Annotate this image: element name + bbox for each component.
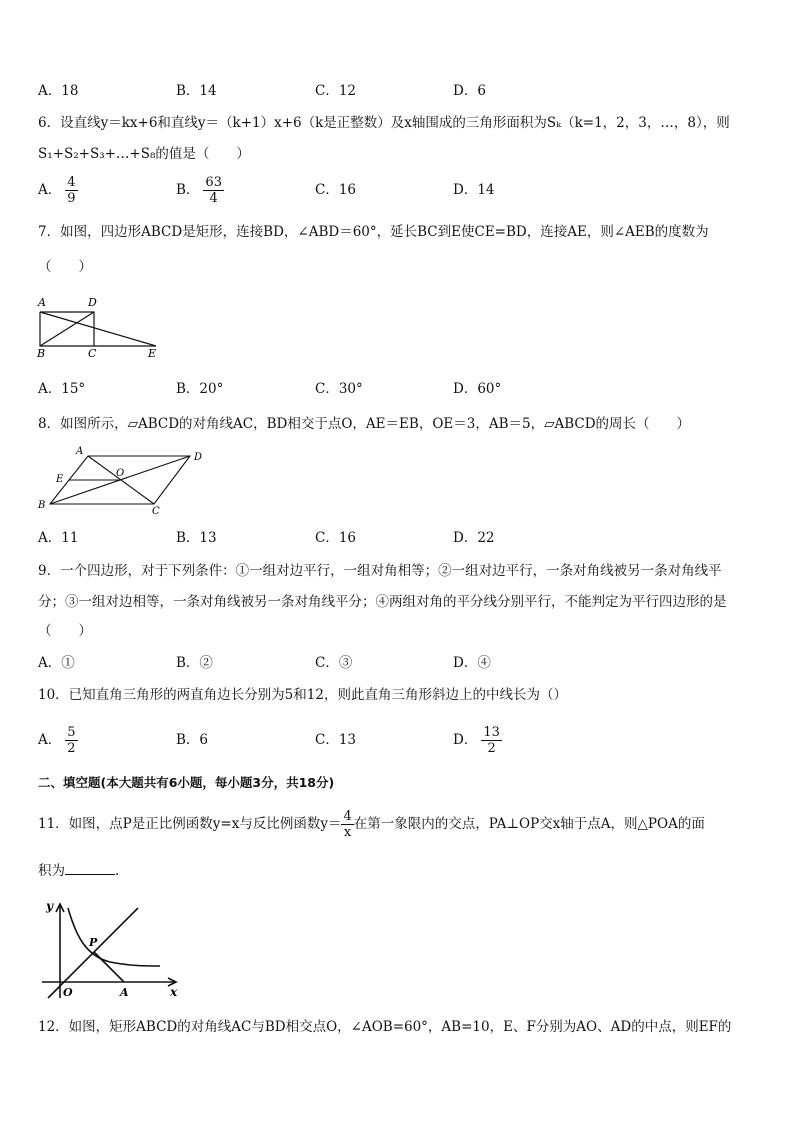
- q6-option-b[interactable]: [176, 170, 224, 210]
- label-c: C: [88, 347, 97, 360]
- q10-option-d[interactable]: [453, 720, 502, 760]
- q7-option-b[interactable]: B．20°: [176, 381, 224, 397]
- q6-text-line2: S₁+S₂+S₃+…+S₈的值是（ ）: [38, 146, 250, 162]
- q9-option-d[interactable]: D．④: [453, 655, 491, 671]
- q7-options: [38, 380, 758, 398]
- q10-option-d-label: D．: [453, 732, 478, 748]
- label-e: E: [148, 347, 157, 360]
- q8-option-a[interactable]: A．11: [38, 530, 79, 546]
- q6-options: [38, 170, 758, 210]
- q6-option-b-label: B．: [176, 182, 200, 198]
- fraction-denominator: 2: [487, 741, 496, 756]
- fraction-denominator: 2: [67, 741, 76, 756]
- q10-options: [38, 720, 758, 760]
- q11-fraction: [341, 809, 353, 840]
- label-a: A: [76, 446, 84, 457]
- label-c: C: [152, 506, 160, 516]
- label-a: A: [38, 296, 46, 309]
- fraction-numerator: 5: [67, 725, 76, 740]
- fraction-numerator: 13: [483, 725, 500, 740]
- label-p: P: [89, 936, 98, 949]
- q9-text-line3: （ ）: [38, 623, 92, 639]
- label-e: E: [56, 474, 64, 485]
- q8-options: [38, 529, 758, 547]
- q9-option-b[interactable]: B．②: [176, 655, 213, 671]
- label-x: x: [170, 985, 178, 999]
- q10-option-c[interactable]: C．13: [315, 732, 357, 748]
- section-heading-fill-in: 二、填空题(本大题共有6小题，每小题3分，共18分): [38, 775, 335, 790]
- q10-option-a[interactable]: [38, 720, 78, 760]
- q6-option-a-fraction: [65, 175, 77, 206]
- label-o: O: [63, 986, 73, 999]
- fraction-denominator: 4: [209, 191, 218, 206]
- q9-text-line2: 分；③一组对边相等，一条对角线被另一条对角线平分；④两组对角的平分线分别平行，不能判定为平行四边形的是: [38, 594, 727, 610]
- label-d: D: [194, 452, 203, 463]
- q7-rectangle-figure: [34, 292, 164, 360]
- q6-option-a-label: A．: [38, 182, 62, 198]
- fraction-numerator: 4: [343, 809, 352, 824]
- q8-text-line1: 8．如图所示，▱ABCD的对角线AC，BD相交于点O，AE＝EB，OE＝3，AB＝5，▱ABCD的周长（ ）: [38, 416, 691, 432]
- q10-option-a-fraction: [65, 725, 77, 756]
- q11-text-post: 在第一象限内的交点，PA⊥OP交x轴于点A，则△POA的面: [353, 816, 705, 832]
- q9-options: [38, 654, 758, 672]
- q10-option-d-fraction: [481, 725, 502, 756]
- q5-options: [38, 82, 758, 100]
- label-o: O: [116, 468, 125, 479]
- q6-text-line1: 6．设直线y＝kx+6和直线y＝（k+1）x+6（k是正整数）及x轴围成的三角形面积为Sₖ（k=1，2，3，…，8），则: [38, 115, 730, 131]
- label-y: y: [46, 899, 53, 913]
- q11-text-line1: [38, 806, 705, 842]
- answer-blank[interactable]: [65, 862, 115, 875]
- q11-graph-figure: [38, 896, 188, 1006]
- fraction-numerator: 4: [67, 175, 76, 190]
- q7-text-line1: 7．如图，四边形ABCD是矩形，连接BD，∠ABD＝60°，延长BC到E使CE=BD，连接AE，则∠AEB的度数为: [38, 224, 709, 240]
- q5-option-c[interactable]: C．12: [315, 83, 357, 99]
- q6-option-a[interactable]: [38, 170, 78, 210]
- q10-option-a-label: A．: [38, 732, 62, 748]
- q6-option-d[interactable]: D．14: [453, 182, 495, 198]
- q7-option-a[interactable]: A．15°: [38, 381, 86, 397]
- q5-option-d[interactable]: D．6: [453, 83, 486, 99]
- label-b: B: [37, 347, 46, 360]
- q7-option-d[interactable]: D．60°: [453, 381, 502, 397]
- q7-text-line2: （ ）: [38, 259, 92, 275]
- segment-pa: [94, 952, 124, 982]
- q11-text-pre: 11．如图，点P是正比例函数y=x与反比例函数y＝: [38, 816, 342, 832]
- q6-option-b-fraction: [203, 175, 224, 206]
- q11-line2-end: .: [115, 863, 120, 879]
- q9-text-line1: 9．一个四边形，对于下列条件：①一组对边平行，一组对角相等；②一组对边平行，一条对角线被另一条对角线平: [38, 563, 722, 579]
- q8-option-b[interactable]: B．13: [176, 530, 217, 546]
- q10-text-line1: 10．已知直角三角形的两直角边长分别为5和12，则此直角三角形斜边上的中线长为（）: [38, 687, 567, 703]
- segment-bd: [40, 312, 94, 346]
- q10-option-b[interactable]: B．6: [176, 732, 209, 748]
- q5-option-b[interactable]: B．14: [176, 83, 217, 99]
- fraction-denominator: x: [343, 825, 352, 840]
- q7-option-c[interactable]: C．30°: [315, 381, 363, 397]
- label-b: B: [38, 500, 46, 511]
- q11-line2-text: 积为: [38, 863, 65, 879]
- q5-option-a[interactable]: A．18: [38, 83, 79, 99]
- q9-option-a[interactable]: A．①: [38, 655, 75, 671]
- q8-option-c[interactable]: C．16: [315, 530, 357, 546]
- fraction-denominator: 9: [67, 191, 76, 206]
- fraction-numerator: 63: [205, 175, 222, 190]
- label-a: A: [120, 986, 129, 999]
- q6-option-c[interactable]: C．16: [315, 182, 357, 198]
- q8-option-d[interactable]: D．22: [453, 530, 495, 546]
- label-d: D: [88, 296, 97, 309]
- q12-text-line1: 12．如图，矩形ABCD的对角线AC与BD相交点O，∠AOB=60°，AB=10，E、F分别为AO、AD的中点，则EF的: [38, 1019, 732, 1035]
- q8-parallelogram-figure: [34, 444, 214, 516]
- hyperbola-curve: [68, 908, 160, 966]
- segment-ae: [40, 312, 156, 346]
- q9-option-c[interactable]: C．③: [315, 655, 353, 671]
- q11-text-line2: [38, 862, 119, 880]
